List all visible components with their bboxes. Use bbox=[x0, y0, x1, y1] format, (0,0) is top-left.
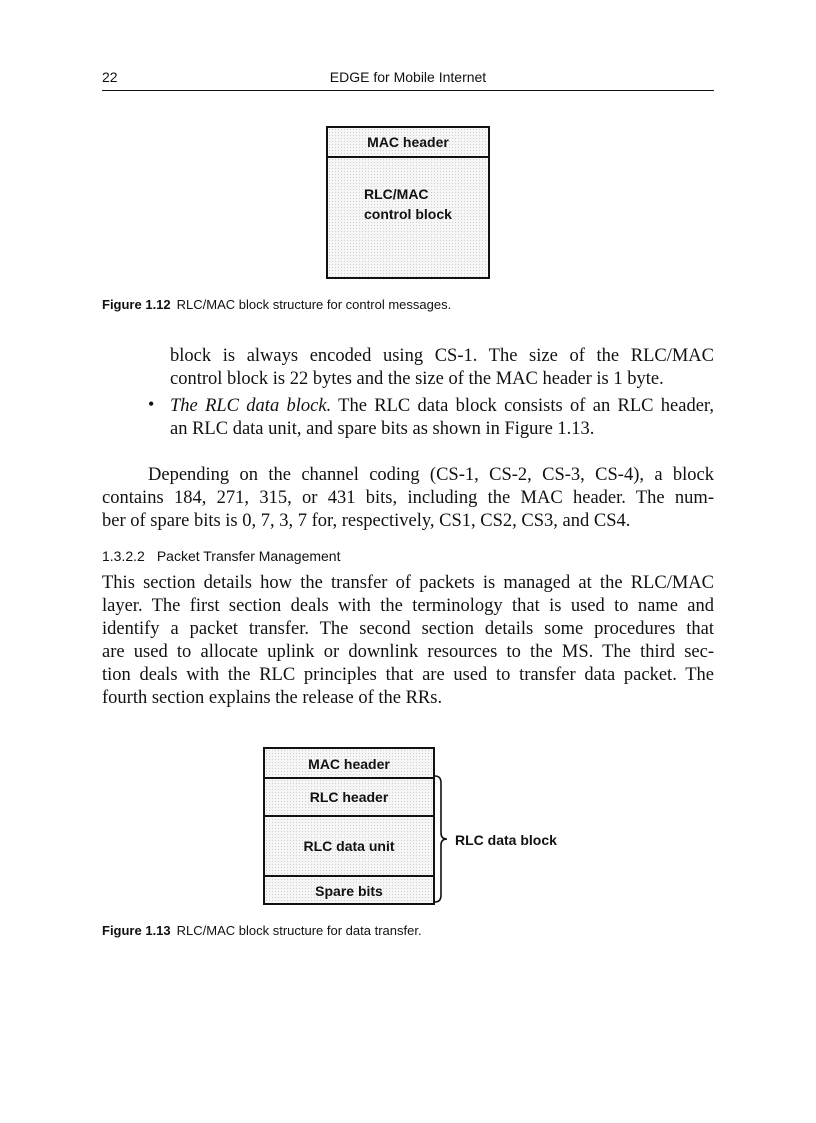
curly-brace-icon bbox=[434, 775, 450, 903]
bullet-line-1 bbox=[170, 395, 714, 418]
text-line: contains 184, 271, 315, or 431 bits, including the MAC header. The num- bbox=[102, 488, 714, 508]
figure-1-12-caption-text: RLC/MAC block structure for control messages. bbox=[176, 297, 452, 312]
text-line: fourth section explains the release of the RRs. bbox=[102, 688, 443, 708]
rlc-data-block-label: RLC data block bbox=[455, 832, 557, 848]
text-line: tion deals with the RLC principles that are used to transfer data packet. The bbox=[102, 665, 714, 685]
figure-1-13-diagram bbox=[263, 747, 435, 905]
figure-1-13-caption bbox=[102, 923, 422, 938]
running-header bbox=[102, 67, 714, 91]
bullet-italic-term: The RLC data block. bbox=[170, 396, 332, 416]
text-line: are used to allocate uplink or downlink resources to the MS. The third sec- bbox=[102, 642, 714, 662]
paragraph-continuation bbox=[170, 345, 714, 391]
text-line: ber of spare bits is 0, 7, 3, 7 for, respectively, CS1, CS2, CS3, and CS4. bbox=[102, 511, 631, 531]
bullet-icon: • bbox=[148, 394, 155, 414]
paragraph-packet-transfer bbox=[102, 572, 714, 710]
mac-header-cell: MAC header bbox=[265, 749, 433, 779]
figure-1-12-diagram bbox=[326, 126, 490, 279]
text-line: This section details how the transfer of packets is managed at the RLC/MAC bbox=[102, 573, 714, 593]
text-line: identify a packet transfer. The second section details some procedures that bbox=[102, 619, 714, 639]
bullet-item-rlc-data-block bbox=[170, 395, 714, 441]
section-title: Packet Transfer Management bbox=[156, 548, 341, 564]
figure-1-12-caption bbox=[102, 297, 451, 312]
figure-1-12-caption-label: Figure 1.12 bbox=[102, 297, 171, 312]
section-number: 1.3.2.2 bbox=[102, 548, 145, 564]
header-rule bbox=[102, 90, 714, 91]
spare-bits-cell: Spare bits bbox=[315, 883, 383, 899]
figure-1-13-caption-label: Figure 1.13 bbox=[102, 923, 171, 938]
text-line: block is always encoded using CS-1. The size of the RLC/MAC bbox=[170, 346, 714, 366]
rlc-data-unit-cell: RLC data unit bbox=[265, 817, 433, 877]
running-title: EDGE for Mobile Internet bbox=[329, 69, 487, 85]
figure-1-13-caption-text: RLC/MAC block structure for data transfer. bbox=[176, 923, 422, 938]
bullet-line-2: an RLC data unit, and spare bits as shown in Figure 1.13. bbox=[170, 419, 595, 439]
control-block-line-2: control block bbox=[364, 206, 452, 222]
rlc-header-cell: RLC header bbox=[265, 779, 433, 817]
control-block-line-1: RLC/MAC bbox=[364, 186, 429, 202]
text-line: Depending on the channel coding (CS-1, CS-2, CS-3, CS-4), a block bbox=[148, 465, 714, 485]
control-block-label bbox=[364, 184, 474, 224]
text-line: control block is 22 bytes and the size of the MAC header is 1 byte. bbox=[170, 369, 664, 389]
paragraph-channel-coding bbox=[102, 464, 714, 533]
bullet-line-1-rest: The RLC data block consists of an RLC header, bbox=[331, 396, 714, 416]
section-heading bbox=[102, 548, 340, 564]
page-number: 22 bbox=[102, 69, 118, 85]
text-line: layer. The first section deals with the terminology that is used to name and bbox=[102, 596, 714, 616]
mac-header-cell: MAC header bbox=[328, 128, 488, 158]
